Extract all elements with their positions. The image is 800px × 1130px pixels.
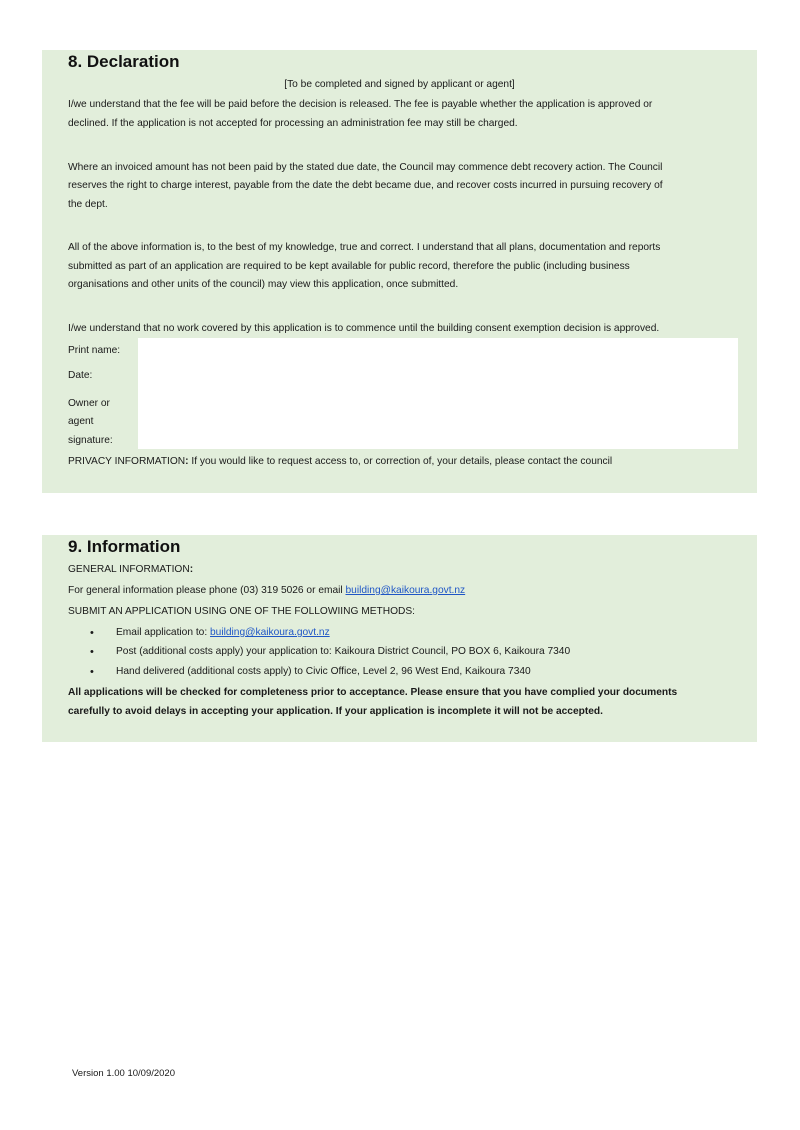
method-post: Post (additional costs apply) your application to: Kaikoura District Council, PO BOX 6, Kaikoura 7340	[116, 646, 571, 657]
information-section	[42, 535, 757, 742]
no-work-paragraph: I/we understand that no work covered by this application is to commence until the building consent exemption decision is approved.	[68, 323, 660, 334]
print-name-label: Print name:	[68, 345, 121, 356]
record-paragraph-line-1: All of the above information is, to the best of my knowledge, true and correct. I understand that all plans, documentation and reports	[68, 242, 661, 253]
general-information-label: GENERAL INFORMATION:	[68, 564, 194, 575]
fee-paragraph-line-2: declined. If the application is not accepted for processing an administration fee may still be charged.	[68, 118, 518, 129]
completeness-notice-line-1: All applications will be checked for completeness prior to acceptance. Please ensure that you have complied your documents	[68, 687, 678, 698]
privacy-information	[68, 453, 612, 472]
fee-paragraph-line-1: I/we understand that the fee will be paid before the decision is released. The fee is payable whether the application is approved or	[68, 99, 653, 110]
privacy-label: PRIVACY INFORMATION	[68, 456, 186, 467]
debt-paragraph-line-3: the dept.	[68, 199, 108, 210]
bullet-icon: •	[90, 666, 94, 678]
privacy-text: If you would like to request access to, or correction of, your details, please contact the council	[188, 456, 613, 467]
privacy-colon: :	[185, 456, 189, 467]
signature-label-line-2: agent	[68, 416, 94, 427]
version-footer: Version 1.00 10/09/2020	[72, 1068, 176, 1079]
completeness-notice-line-2: carefully to avoid delays in accepting your application. If your application is incomplete it will not be accepted.	[68, 706, 603, 717]
method-hand-delivered: Hand delivered (additional costs apply) to Civic Office, Level 2, 96 West End, Kaikoura 7340	[116, 666, 531, 677]
bullet-icon: •	[90, 627, 94, 639]
signature-entry-area[interactable]	[138, 338, 738, 449]
date-label: Date:	[68, 370, 93, 381]
bullet-icon: •	[90, 646, 94, 658]
information-heading: 9. Information	[68, 537, 181, 556]
general-email-link[interactable]: building@kaikoura.govt.nz	[345, 585, 466, 596]
declaration-section	[42, 50, 757, 493]
debt-paragraph-line-1: Where an invoiced amount has not been paid by the stated due date, the Council may commence debt recovery action. The Council	[68, 162, 663, 173]
record-paragraph-line-3: organisations and other units of the council) may view this application, once submitted.	[68, 279, 459, 290]
signature-label-line-3: signature:	[68, 435, 113, 446]
declaration-subtitle: [To be completed and signed by applicant or agent]	[284, 79, 515, 90]
record-paragraph-line-2: submitted as part of an application are required to be kept available for public record, therefore the public (including business	[68, 261, 630, 272]
phone-contact-line: For general information please phone (03) 319 5026 or email building@kaikoura.govt.nz	[68, 585, 466, 596]
submission-email-link[interactable]: building@kaikoura.govt.nz	[210, 627, 330, 638]
submit-methods-label: SUBMIT AN APPLICATION USING ONE OF THE FOLLOWIING METHODS:	[68, 606, 415, 617]
signature-label-line-1: Owner or	[68, 398, 110, 409]
method-email: Email application to: building@kaikoura.govt.nz	[116, 627, 330, 638]
debt-paragraph-line-2: reserves the right to charge interest, payable from the date the debt became due, and recover costs incurred in pursuing recovery of	[68, 180, 663, 191]
declaration-heading: 8. Declaration	[68, 52, 180, 71]
